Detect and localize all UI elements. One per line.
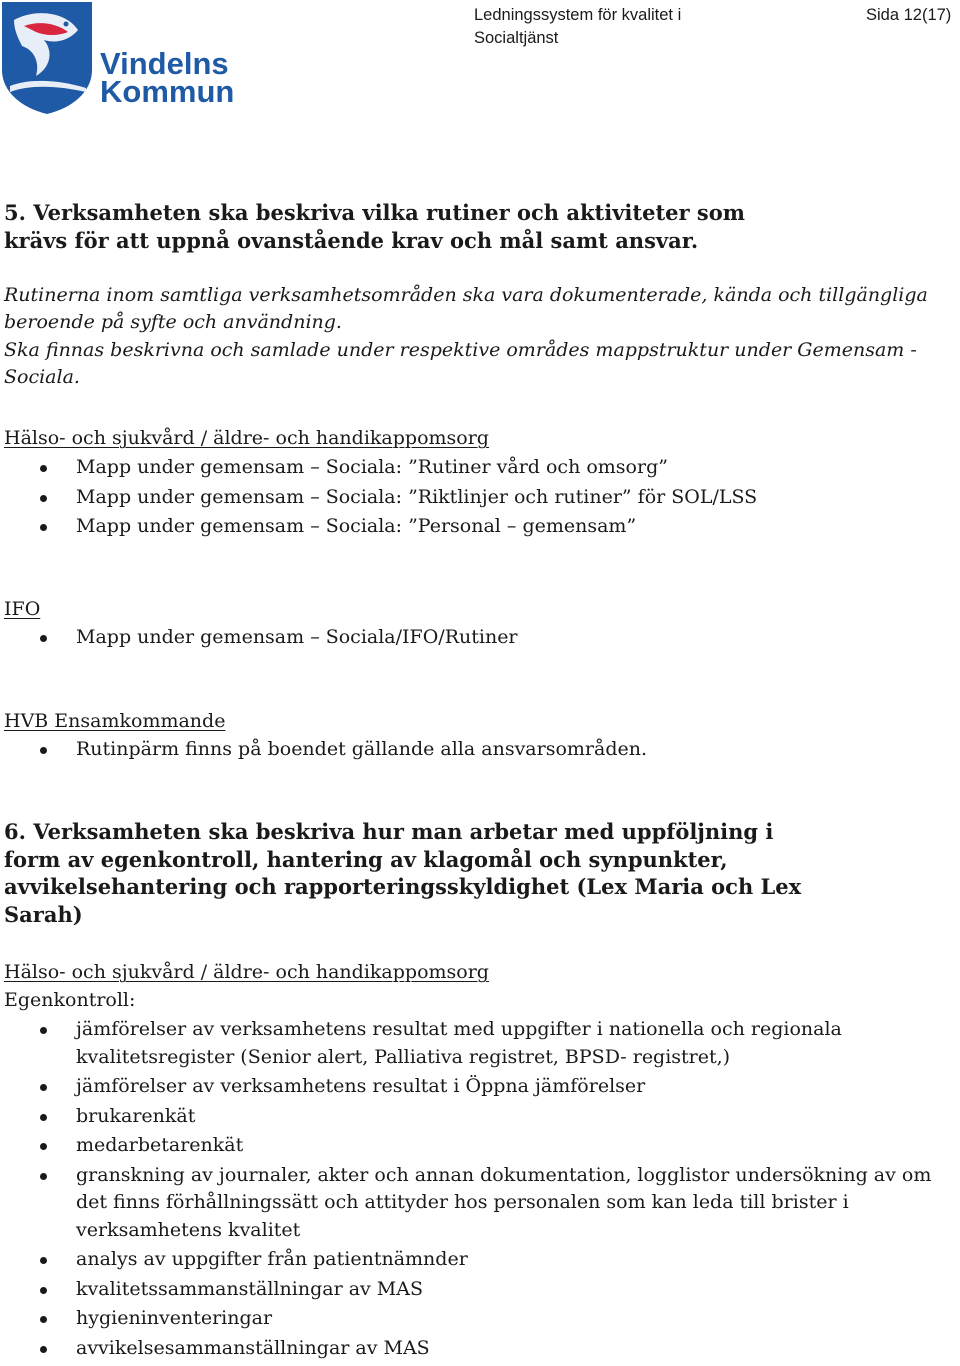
vindeln-logo bbox=[0, 0, 250, 115]
bullet-icon bbox=[40, 635, 47, 642]
list-item: kvalitetssammanställningar av MAS bbox=[4, 1276, 944, 1304]
fish-emblem-icon bbox=[0, 0, 250, 115]
section5-hvb-heading: HVB Ensamkommande bbox=[4, 710, 226, 732]
bullet-icon bbox=[40, 524, 47, 531]
bullet-icon bbox=[40, 1287, 47, 1294]
list-item: Mapp under gemensam – Sociala: ”Personal – gemensam” bbox=[4, 513, 944, 541]
section5-heading: 5. Verksamheten ska beskriva vilka rutiner och aktiviteter som krävs för att uppnå ovanstående krav och mål samt ansvar. bbox=[4, 200, 745, 253]
list-item: Mapp under gemensam – Sociala/IFO/Rutiner bbox=[4, 624, 944, 652]
bullet-icon bbox=[40, 747, 47, 754]
bullet-icon bbox=[40, 465, 47, 472]
list-item: brukarenkät bbox=[4, 1103, 944, 1131]
list-item: Mapp under gemensam – Sociala: ”Riktlinjer och rutiner” för SOL/LSS bbox=[4, 484, 944, 512]
list-item: granskning av journaler, akter och annan dokumentation, logglistor undersökning av om det finns förhållningssätt och attityder hos personalen som kan leda till brister i verksamhetens kvalitet bbox=[4, 1162, 944, 1245]
document-title: Ledningssystem för kvalitet i Socialtjänst bbox=[474, 6, 682, 47]
list-item: hygieninventeringar bbox=[4, 1305, 944, 1333]
logo-line1: Vindelns bbox=[100, 46, 229, 81]
logo-line2: Kommun bbox=[100, 74, 235, 109]
list-item: jämförelser av verksamhetens resultat i Öppna jämförelser bbox=[4, 1073, 944, 1101]
list-item: Rutinpärm finns på boendet gällande alla ansvarsområden. bbox=[4, 736, 944, 764]
section5-halso-list bbox=[4, 454, 944, 541]
bullet-icon bbox=[40, 1084, 47, 1091]
section6-heading: 6. Verksamheten ska beskriva hur man arbetar med uppföljning i form av egenkontroll, hantering av klagomål och synpunkter, avvikelsehantering och rapporteringsskyldighet (Lex Maria och Lex Sarah) bbox=[4, 819, 802, 927]
section5-hvb-list bbox=[4, 736, 944, 764]
section5-intro-1: Rutinerna inom samtliga verksamhetsområden ska vara dokumenterade, kända och tillgängliga beroende på syfte och användning. bbox=[4, 284, 928, 333]
egenkontroll-list bbox=[4, 1016, 944, 1362]
list-item: Mapp under gemensam – Sociala: ”Rutiner vård och omsorg” bbox=[4, 454, 944, 482]
bullet-icon bbox=[40, 1316, 47, 1323]
list-item: jämförelser av verksamhetens resultat med uppgifter i nationella och regionala kvalitetsregister (Senior alert, Palliativa registret, BPSD- registret,) bbox=[4, 1016, 944, 1071]
section5-ifo-list bbox=[4, 624, 944, 652]
section5-ifo-heading: IFO bbox=[4, 598, 41, 620]
list-item: medarbetarenkät bbox=[4, 1132, 944, 1160]
bullet-icon bbox=[40, 1114, 47, 1121]
bullet-icon bbox=[40, 1027, 47, 1034]
page-number: Sida 12(17) bbox=[866, 6, 952, 24]
list-item: avvikelsesammanställningar av MAS bbox=[4, 1335, 944, 1363]
section5-intro-2: Ska finnas beskrivna och samlade under respektive områdes mappstruktur under Gemensam - Sociala. bbox=[4, 339, 917, 388]
bullet-icon bbox=[40, 1346, 47, 1353]
bullet-icon bbox=[40, 495, 47, 502]
section6-halso-heading: Hälso- och sjukvård / äldre- och handikappomsorg bbox=[4, 961, 489, 983]
bullet-icon bbox=[40, 1257, 47, 1264]
bullet-icon bbox=[40, 1173, 47, 1180]
section5-halso-heading: Hälso- och sjukvård / äldre- och handikappomsorg bbox=[4, 427, 489, 449]
egenkontroll-label: Egenkontroll: bbox=[4, 989, 136, 1011]
list-item: analys av uppgifter från patientnämnder bbox=[4, 1246, 944, 1274]
bullet-icon bbox=[40, 1143, 47, 1150]
